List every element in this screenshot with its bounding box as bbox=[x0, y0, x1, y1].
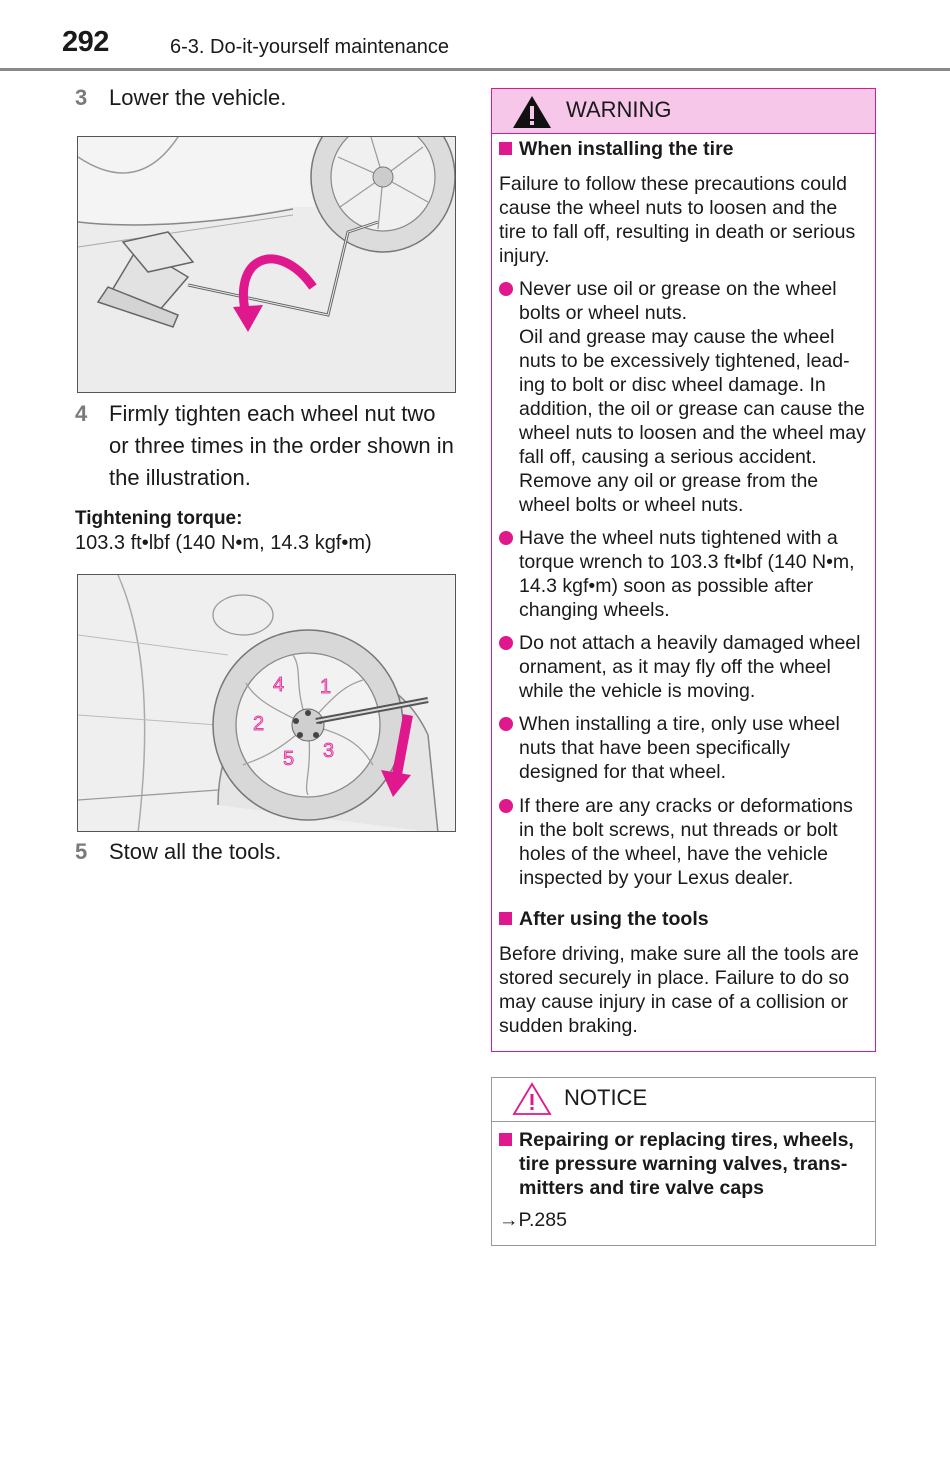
tightening-order-illustration bbox=[77, 574, 456, 832]
tightening-order-drawing bbox=[78, 575, 456, 832]
square-bullet-icon bbox=[499, 912, 512, 925]
step-number: 5 bbox=[75, 839, 88, 864]
page-number: 292 bbox=[62, 26, 109, 58]
notice-title: NOTICE bbox=[564, 1085, 648, 1110]
torque-value: 103.3 ft•lbf (140 N•m, 14.3 kgf•m) bbox=[75, 532, 372, 554]
torque-label: Tightening torque: bbox=[75, 508, 243, 529]
step-text: Firmly tighten each wheel nut two or three times in the order shown in the illustration. bbox=[109, 401, 454, 490]
square-bullet-icon bbox=[499, 1133, 512, 1146]
bullet-dot-icon bbox=[499, 717, 513, 731]
nut-label-2: 2 bbox=[253, 713, 265, 735]
bullet-dot-icon bbox=[499, 636, 513, 650]
warning-bullet: Never use oil or grease on the wheel bolts or wheel nuts. Oil and grease may cause the wheel nuts to be excessively tightened, lead-ing to bolt or disc wheel damage. In addition, the oil or grease can cause the wheel nuts to loosen and the wheel may fall off, causing a serious accident. Remove any oil or grease from the wheel bolts or wheel nuts. bbox=[499, 277, 869, 517]
warning-bullet: Do not attach a heavily damaged wheel ornament, as it may fly off the wheel while the vehicle is moving. bbox=[499, 631, 869, 703]
warning-box bbox=[491, 88, 876, 1052]
warning-subheading: When installing the tire bbox=[499, 138, 734, 161]
bullet-dot-icon bbox=[499, 282, 513, 296]
notice-page-reference: →P.285 bbox=[499, 1209, 567, 1231]
jack-lowering-drawing bbox=[78, 137, 456, 393]
step-text: Stow all the tools. bbox=[109, 839, 282, 864]
nut-label-4: 4 bbox=[273, 674, 285, 696]
bullet-dot-icon bbox=[499, 531, 513, 545]
page-header bbox=[0, 0, 950, 72]
step-text: Lower the vehicle. bbox=[109, 85, 287, 110]
warning-bullet: If there are any cracks or deformations in the bolt screws, nut threads or bolt holes of the wheel, have the vehicle inspected by your Lexus dealer. bbox=[499, 794, 869, 890]
nut-label-3: 3 bbox=[323, 740, 335, 762]
warning-subheading: After using the tools bbox=[499, 908, 709, 931]
warning-header bbox=[492, 89, 875, 134]
notice-header bbox=[492, 1078, 875, 1122]
notice-triangle-icon bbox=[512, 1082, 552, 1116]
warning-intro: Failure to follow these precautions could cause the wheel nuts to loosen and the tire to fall off, resulting in death or serious injury. bbox=[499, 173, 856, 267]
notice-box bbox=[491, 1077, 876, 1246]
warning-after-tools-text: Before driving, make sure all the tools are stored securely in place. Failure to do so may cause injury in case of a collision or sudden braking. bbox=[499, 943, 859, 1037]
notice-subheading: Repairing or replacing tires, wheels, tire pressure warning valves, trans-mitters and tire valve caps bbox=[499, 1128, 859, 1200]
warning-title: WARNING bbox=[566, 97, 672, 122]
warning-bullet: When installing a tire, only use wheel nuts that have been specifically designed for that wheel. bbox=[499, 712, 869, 784]
bullet-dot-icon bbox=[499, 799, 513, 813]
warning-triangle-icon bbox=[512, 95, 552, 129]
header-divider bbox=[0, 68, 950, 71]
step-number: 4 bbox=[75, 401, 88, 426]
section-title: 6-3. Do-it-yourself maintenance bbox=[170, 36, 450, 58]
warning-bullet: Have the wheel nuts tightened with a torque wrench to 103.3 ft•lbf (140 N•m, 14.3 kgf•m) soon as possible after changing wheels. bbox=[499, 526, 869, 622]
step-number: 3 bbox=[75, 85, 88, 110]
nut-label-1: 1 bbox=[320, 676, 332, 698]
jack-lowering-illustration bbox=[77, 136, 456, 393]
square-bullet-icon bbox=[499, 142, 512, 155]
nut-label-5: 5 bbox=[283, 748, 295, 770]
